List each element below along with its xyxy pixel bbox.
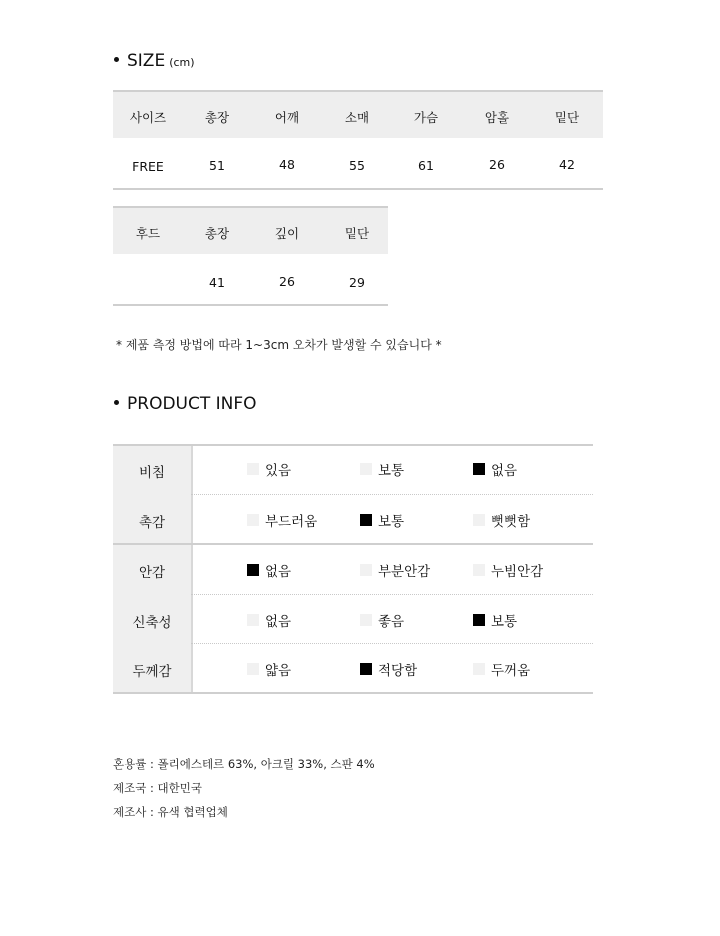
country-info: 제조국 : 대한민국 <box>113 781 202 795</box>
material-info: 혼용률 : 폴리에스테르 63%, 아크릴 33%, 스판 4% <box>113 757 375 771</box>
size-header-cell: 소매 <box>344 110 370 125</box>
info-option: 좋음 <box>360 610 404 630</box>
checkbox-icon <box>247 663 259 675</box>
maker-info: 제조사 : 유색 협력업체 <box>113 805 228 819</box>
checkbox-icon <box>360 564 372 576</box>
info-row-label: 두께감 <box>132 664 172 680</box>
info-option: 얇음 <box>247 659 291 679</box>
info-dotted-line <box>191 643 593 644</box>
checkbox-checked-icon <box>360 663 372 675</box>
hood-header-cell: 밑단 <box>344 226 370 241</box>
info-option: 부드러움 <box>247 510 317 530</box>
checkbox-checked-icon <box>473 463 485 475</box>
info-option: 누빔안감 <box>473 560 543 580</box>
checkbox-icon <box>360 463 372 475</box>
size-value-cell: FREE <box>132 159 164 174</box>
product-info-title <box>114 394 257 414</box>
info-dotted-line <box>191 594 593 595</box>
hood-header-cell: 후드 <box>135 226 161 241</box>
checkbox-icon <box>360 614 372 626</box>
info-row-label: 비침 <box>138 465 166 481</box>
measurement-note: * 제품 측정 방법에 따라 1~3cm 오차가 발생할 수 있습니다 * <box>116 338 442 352</box>
hood-value-cell: 41 <box>209 275 225 290</box>
info-option: 뻣뻣함 <box>473 510 530 530</box>
info-row-label: 신축성 <box>132 615 172 631</box>
size-value-cell: 26 <box>489 157 505 172</box>
size-value-cell: 61 <box>418 158 434 173</box>
info-line <box>113 543 593 545</box>
checkbox-icon <box>247 514 259 526</box>
size-header-cell: 가슴 <box>413 110 439 125</box>
info-option: 없음 <box>247 560 291 580</box>
size-value-cell: 51 <box>209 158 225 173</box>
size-value-cell: 48 <box>279 157 295 172</box>
info-option: 보통 <box>473 610 517 630</box>
checkbox-icon <box>473 564 485 576</box>
info-line <box>113 692 593 694</box>
hood-header-cell: 총장 <box>204 226 230 241</box>
hood-table-bottom-line <box>113 304 388 306</box>
checkbox-icon <box>247 463 259 475</box>
size-value-cell: 42 <box>559 157 575 172</box>
size-header-cell: 총장 <box>204 110 230 125</box>
info-option: 두꺼움 <box>473 659 530 679</box>
checkbox-icon <box>473 663 485 675</box>
size-header-cell: 암홀 <box>484 110 510 125</box>
info-dotted-line <box>191 494 593 495</box>
checkbox-checked-icon <box>360 514 372 526</box>
hood-header-cell: 깊이 <box>274 226 300 241</box>
size-header-cell: 어깨 <box>274 110 300 125</box>
hood-value-cell: 26 <box>279 274 295 289</box>
size-value-cell: 55 <box>349 158 365 173</box>
size-header-cell: 밑단 <box>554 110 580 125</box>
info-row-label: 안감 <box>138 565 166 581</box>
info-option: 보통 <box>360 510 404 530</box>
bullet-icon <box>114 400 119 405</box>
size-title: SIZE <box>127 51 166 71</box>
info-option: 적당함 <box>360 659 417 679</box>
size-section-title <box>114 51 195 71</box>
size-unit: (cm) <box>169 56 195 69</box>
info-option: 보통 <box>360 459 404 479</box>
info-option: 있음 <box>247 459 291 479</box>
size-table-bottom-line <box>113 188 603 190</box>
checkbox-icon <box>247 614 259 626</box>
checkbox-icon <box>473 514 485 526</box>
info-option: 부분안감 <box>360 560 430 580</box>
bullet-icon <box>114 57 119 62</box>
size-header-cell: 사이즈 <box>129 110 167 125</box>
info-option: 없음 <box>247 610 291 630</box>
info-option: 없음 <box>473 459 517 479</box>
checkbox-checked-icon <box>247 564 259 576</box>
hood-value-cell: 29 <box>349 275 365 290</box>
info-row-label: 촉감 <box>138 515 166 531</box>
product-info-title-text: PRODUCT INFO <box>127 394 257 414</box>
info-line <box>113 444 593 446</box>
checkbox-checked-icon <box>473 614 485 626</box>
